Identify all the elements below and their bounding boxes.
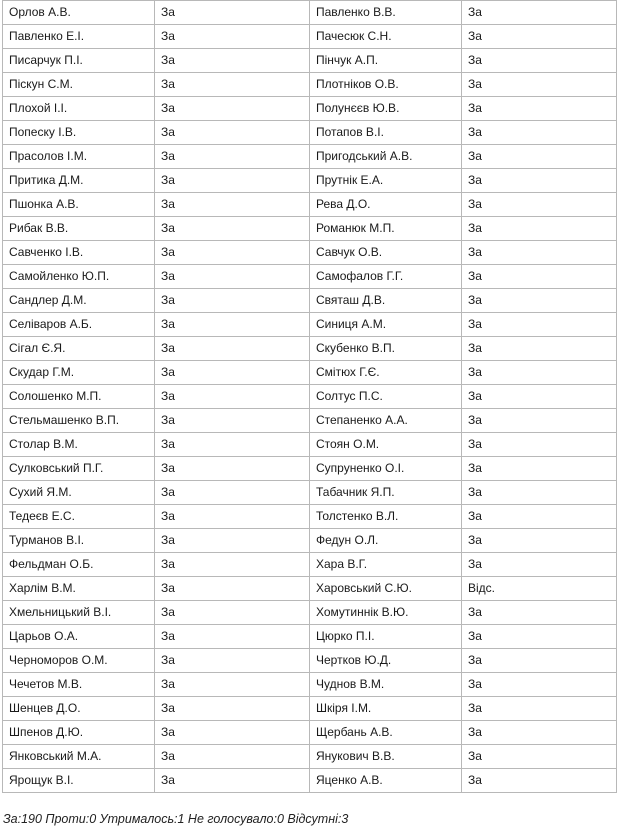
deputy-name-cell: Синиця А.М. xyxy=(309,313,461,337)
deputy-name-cell: Янукович В.В. xyxy=(309,745,461,769)
vote-cell: За xyxy=(154,457,309,481)
vote-cell: За xyxy=(154,625,309,649)
vote-cell: За xyxy=(461,193,616,217)
table-row xyxy=(3,361,617,385)
vote-cell: За xyxy=(461,313,616,337)
table-row xyxy=(3,265,617,289)
vote-cell: За xyxy=(461,241,616,265)
vote-cell: За xyxy=(461,289,616,313)
vote-cell: За xyxy=(461,217,616,241)
table-row xyxy=(3,217,617,241)
vote-cell: За xyxy=(154,433,309,457)
table-row xyxy=(3,433,617,457)
deputy-name-cell: Смітюх Г.Є. xyxy=(309,361,461,385)
vote-cell: За xyxy=(461,625,616,649)
vote-cell: Відс. xyxy=(461,577,616,601)
vote-cell: За xyxy=(154,529,309,553)
deputy-name-cell: Янковський М.А. xyxy=(3,745,155,769)
table-row xyxy=(3,697,617,721)
deputy-name-cell: Притика Д.М. xyxy=(3,169,155,193)
deputy-name-cell: Рева Д.О. xyxy=(309,193,461,217)
vote-cell: За xyxy=(154,721,309,745)
deputy-name-cell: Скудар Г.М. xyxy=(3,361,155,385)
deputy-name-cell: Полунєєв Ю.В. xyxy=(309,97,461,121)
table-row xyxy=(3,721,617,745)
vote-cell: За xyxy=(154,1,309,25)
vote-cell: За xyxy=(461,505,616,529)
deputy-name-cell: Пінчук А.П. xyxy=(309,49,461,73)
table-row xyxy=(3,385,617,409)
deputy-name-cell: Савченко І.В. xyxy=(3,241,155,265)
vote-cell: За xyxy=(154,649,309,673)
table-row xyxy=(3,481,617,505)
table-row xyxy=(3,745,617,769)
vote-cell: За xyxy=(154,217,309,241)
deputy-name-cell: Савчук О.В. xyxy=(309,241,461,265)
vote-results-body xyxy=(3,1,617,793)
vote-cell: За xyxy=(461,1,616,25)
deputy-name-cell: Сухий Я.М. xyxy=(3,481,155,505)
deputy-name-cell: Павленко Е.І. xyxy=(3,25,155,49)
vote-cell: За xyxy=(461,601,616,625)
table-row xyxy=(3,121,617,145)
vote-cell: За xyxy=(461,337,616,361)
deputy-name-cell: Толстенко В.Л. xyxy=(309,505,461,529)
deputy-name-cell: Фельдман О.Б. xyxy=(3,553,155,577)
deputy-name-cell: Цюрко П.І. xyxy=(309,625,461,649)
deputy-name-cell: Попеску І.В. xyxy=(3,121,155,145)
deputy-name-cell: Яценко А.В. xyxy=(309,769,461,793)
deputy-name-cell: Прутнік Е.А. xyxy=(309,169,461,193)
vote-cell: За xyxy=(154,25,309,49)
vote-cell: За xyxy=(461,25,616,49)
table-row xyxy=(3,649,617,673)
deputy-name-cell: Шенцев Д.О. xyxy=(3,697,155,721)
table-row xyxy=(3,193,617,217)
deputy-name-cell: Степаненко А.А. xyxy=(309,409,461,433)
table-row xyxy=(3,577,617,601)
table-row xyxy=(3,505,617,529)
vote-cell: За xyxy=(154,601,309,625)
vote-cell: За xyxy=(154,289,309,313)
deputy-name-cell: Хомутиннік В.Ю. xyxy=(309,601,461,625)
vote-cell: За xyxy=(461,649,616,673)
deputy-name-cell: Черноморов О.М. xyxy=(3,649,155,673)
vote-cell: За xyxy=(154,553,309,577)
table-row xyxy=(3,529,617,553)
vote-cell: За xyxy=(461,121,616,145)
vote-cell: За xyxy=(154,697,309,721)
table-row xyxy=(3,73,617,97)
deputy-name-cell: Табачник Я.П. xyxy=(309,481,461,505)
vote-cell: За xyxy=(461,97,616,121)
table-row xyxy=(3,313,617,337)
deputy-name-cell: Потапов В.І. xyxy=(309,121,461,145)
deputy-name-cell: Чуднов В.М. xyxy=(309,673,461,697)
vote-cell: За xyxy=(461,481,616,505)
vote-cell: За xyxy=(461,553,616,577)
vote-cell: За xyxy=(461,433,616,457)
vote-cell: За xyxy=(461,457,616,481)
deputy-name-cell: Щербань А.В. xyxy=(309,721,461,745)
deputy-name-cell: Самофалов Г.Г. xyxy=(309,265,461,289)
deputy-name-cell: Скубенко В.П. xyxy=(309,337,461,361)
vote-cell: За xyxy=(154,265,309,289)
table-row xyxy=(3,409,617,433)
vote-cell: За xyxy=(154,505,309,529)
vote-cell: За xyxy=(461,169,616,193)
deputy-name-cell: Хара В.Г. xyxy=(309,553,461,577)
deputy-name-cell: Пачесюк С.Н. xyxy=(309,25,461,49)
deputy-name-cell: Супруненко О.І. xyxy=(309,457,461,481)
vote-cell: За xyxy=(461,745,616,769)
vote-cell: За xyxy=(461,409,616,433)
vote-cell: За xyxy=(154,409,309,433)
vote-cell: За xyxy=(461,145,616,169)
vote-cell: За xyxy=(154,49,309,73)
vote-cell: За xyxy=(461,529,616,553)
vote-cell: За xyxy=(154,577,309,601)
vote-cell: За xyxy=(461,769,616,793)
deputy-name-cell: Плохой І.І. xyxy=(3,97,155,121)
table-row xyxy=(3,289,617,313)
table-row xyxy=(3,337,617,361)
deputy-name-cell: Піскун С.М. xyxy=(3,73,155,97)
table-row xyxy=(3,241,617,265)
deputy-name-cell: Чечетов М.В. xyxy=(3,673,155,697)
vote-cell: За xyxy=(154,97,309,121)
vote-cell: За xyxy=(461,697,616,721)
deputy-name-cell: Тедеєв Е.С. xyxy=(3,505,155,529)
deputy-name-cell: Пригодський А.В. xyxy=(309,145,461,169)
deputy-name-cell: Хмельницький В.І. xyxy=(3,601,155,625)
table-row xyxy=(3,601,617,625)
deputy-name-cell: Царьов О.А. xyxy=(3,625,155,649)
table-row xyxy=(3,169,617,193)
deputy-name-cell: Шпенов Д.Ю. xyxy=(3,721,155,745)
deputy-name-cell: Самойленко Ю.П. xyxy=(3,265,155,289)
vote-cell: За xyxy=(461,385,616,409)
table-row xyxy=(3,553,617,577)
vote-cell: За xyxy=(154,385,309,409)
vote-cell: За xyxy=(154,73,309,97)
vote-cell: За xyxy=(154,769,309,793)
table-row xyxy=(3,769,617,793)
deputy-name-cell: Святаш Д.В. xyxy=(309,289,461,313)
vote-cell: За xyxy=(154,121,309,145)
table-row xyxy=(3,625,617,649)
vote-cell: За xyxy=(154,169,309,193)
table-row xyxy=(3,49,617,73)
table-row xyxy=(3,25,617,49)
deputy-name-cell: Романюк М.П. xyxy=(309,217,461,241)
deputy-name-cell: Рибак В.В. xyxy=(3,217,155,241)
table-row xyxy=(3,97,617,121)
vote-cell: За xyxy=(461,265,616,289)
deputy-name-cell: Писарчук П.І. xyxy=(3,49,155,73)
deputy-name-cell: Пшонка А.В. xyxy=(3,193,155,217)
deputy-name-cell: Харовський С.Ю. xyxy=(309,577,461,601)
vote-results-table xyxy=(2,0,617,793)
vote-cell: За xyxy=(154,481,309,505)
table-row xyxy=(3,145,617,169)
deputy-name-cell: Харлім В.М. xyxy=(3,577,155,601)
vote-cell: За xyxy=(461,673,616,697)
deputy-name-cell: Солошенко М.П. xyxy=(3,385,155,409)
vote-cell: За xyxy=(461,721,616,745)
deputy-name-cell: Федун О.Л. xyxy=(309,529,461,553)
vote-cell: За xyxy=(461,49,616,73)
deputy-name-cell: Орлов А.В. xyxy=(3,1,155,25)
vote-cell: За xyxy=(461,361,616,385)
deputy-name-cell: Солтус П.С. xyxy=(309,385,461,409)
deputy-name-cell: Столар В.М. xyxy=(3,433,155,457)
vote-cell: За xyxy=(154,145,309,169)
vote-cell: За xyxy=(154,193,309,217)
deputy-name-cell: Павленко В.В. xyxy=(309,1,461,25)
deputy-name-cell: Селіваров А.Б. xyxy=(3,313,155,337)
vote-cell: За xyxy=(461,73,616,97)
table-row xyxy=(3,673,617,697)
deputy-name-cell: Чертков Ю.Д. xyxy=(309,649,461,673)
deputy-name-cell: Шкіря І.М. xyxy=(309,697,461,721)
deputy-name-cell: Прасолов І.М. xyxy=(3,145,155,169)
deputy-name-cell: Сігал Є.Я. xyxy=(3,337,155,361)
vote-cell: За xyxy=(154,361,309,385)
deputy-name-cell: Ярощук В.І. xyxy=(3,769,155,793)
table-row xyxy=(3,1,617,25)
vote-cell: За xyxy=(154,241,309,265)
vote-cell: За xyxy=(154,745,309,769)
vote-summary: За:190 Проти:0 Утрималось:1 Не голосувало:0 Відсутні:3 xyxy=(3,812,349,826)
deputy-name-cell: Сулковський П.Г. xyxy=(3,457,155,481)
deputy-name-cell: Сандлер Д.М. xyxy=(3,289,155,313)
deputy-name-cell: Плотніков О.В. xyxy=(309,73,461,97)
vote-cell: За xyxy=(154,313,309,337)
deputy-name-cell: Стоян О.М. xyxy=(309,433,461,457)
vote-cell: За xyxy=(154,337,309,361)
deputy-name-cell: Турманов В.І. xyxy=(3,529,155,553)
vote-cell: За xyxy=(154,673,309,697)
table-row xyxy=(3,457,617,481)
deputy-name-cell: Стельмашенко В.П. xyxy=(3,409,155,433)
